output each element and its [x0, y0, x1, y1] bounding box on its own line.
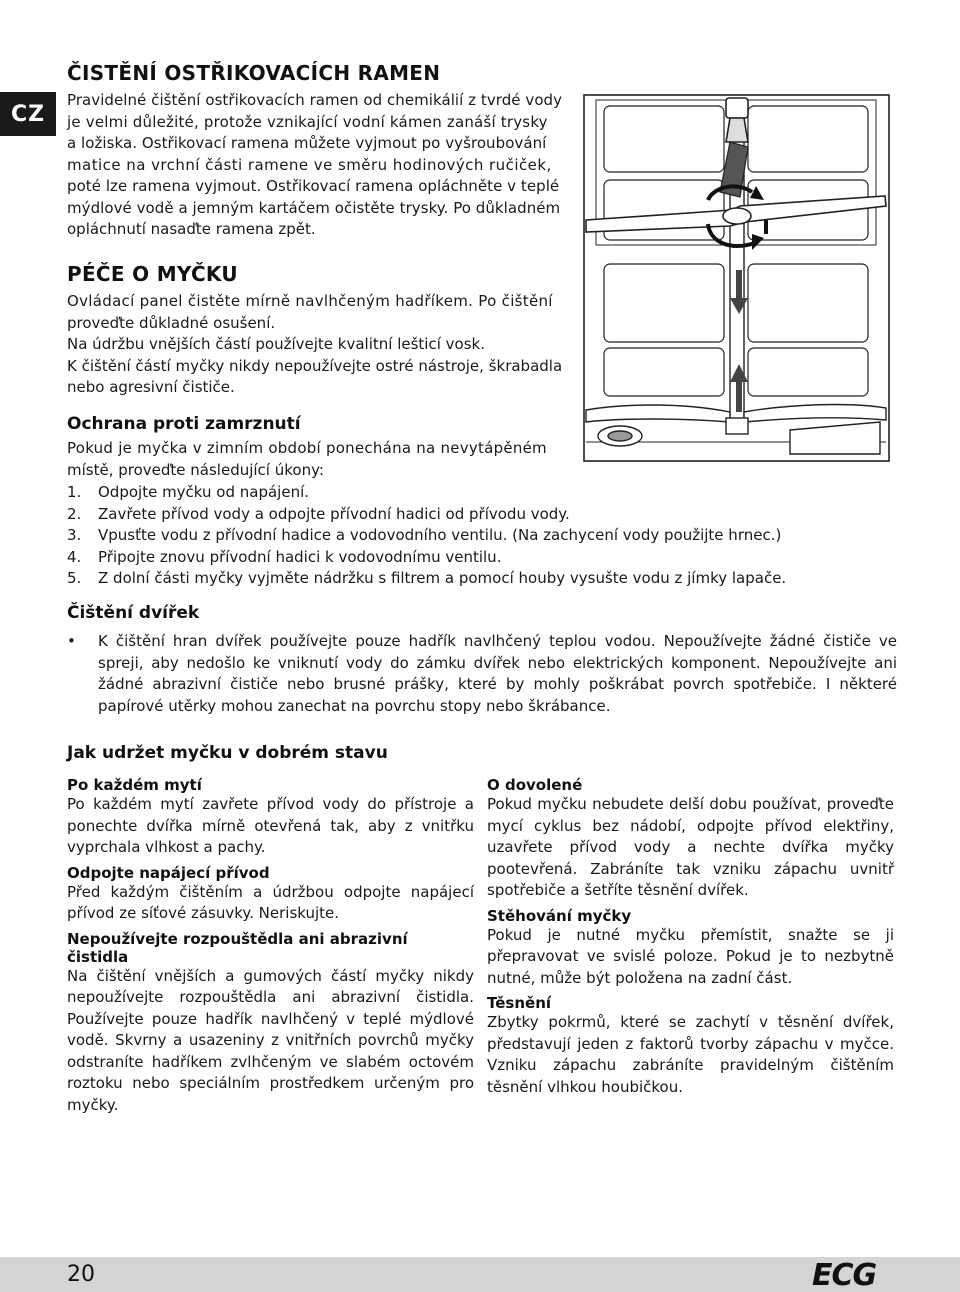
section-title-maintenance: Jak udržet myčku v dobrém stavu [67, 743, 388, 763]
section-care [67, 262, 572, 399]
step-text: Připojte znovu přívodní hadici k vodovodnímu ventilu. [98, 547, 502, 566]
language-tab: CZ [0, 92, 56, 136]
arrow-up-icon [730, 364, 748, 412]
step-number: 4. [67, 547, 82, 566]
text-line: je velmi důležité, protože vznikající vodní kámen zanáší trysky [67, 112, 548, 131]
section-spray-arms-title-wrap [67, 61, 440, 85]
paragraph: Zbytky pokrmů, které se zachytí v těsnění dvířek, představují jeden z faktorů tvorby zápachu v myčce. Vzniku zápachu zabráníte pravidelným čištěním těsnění vlhkou houbičkou. [487, 1013, 894, 1096]
text-line: K čištění částí myčky nikdy nepoužívejte ostré nástroje, škrabadla [67, 356, 563, 375]
list-item [67, 504, 847, 526]
text-line: Pravidelné čištění ostřikovacích ramen od chemikálií z tvrdé vody [67, 91, 563, 109]
list-item [67, 547, 847, 569]
page-number: 20 [67, 1262, 95, 1287]
step-text: Z dolní části myčky vyjměte nádržku s filtrem a pomocí houby vysušte vodu z jímky lapače. [98, 569, 787, 587]
text-line: poté lze ramena vyjmout. Ostřikovací ramena opláchněte v teplé [67, 177, 560, 195]
text-line: místě, proveďte následující úkony: [67, 460, 324, 479]
step-text: Zavřete přívod vody a odpojte přívodní hadici od přívodu vody. [98, 504, 570, 523]
list-item [67, 631, 897, 717]
step-number: 1. [67, 483, 82, 501]
subheading: O dovolené [487, 776, 583, 794]
subheading: Stěhování myčky [487, 906, 632, 925]
paragraph: Před každým čištěním a údržbou odpojte napájecí přívod ze síťové zásuvky. Neriskujte. [67, 882, 474, 922]
door-cleaning-text: K čištění hran dvířek používejte pouze hadřík navlhčený teplou vodou. Nepoužívejte žádné čističe ve spreji, aby nedošlo ke vniknutí vody do zámku dvířek nebo elektrických komponent. Nepoužívejte ani žádné abrazivní čističe nebo brusné prášky, které by mohly poškrábat povrch spotřebiče. I některé papírové utěrky mohou zanechat na povrchu stopy nebo škrábance. [98, 632, 897, 715]
text-line: proveďte důkladné osušení. [67, 313, 276, 332]
step-text: Odpojte myčku od napájení. [98, 483, 310, 501]
text-line: matice na vrchní části ramene ve směru hodinových ručiček, [67, 155, 552, 174]
step-number: 3. [67, 526, 82, 544]
frost-steps-list [67, 482, 847, 590]
section-frost-protection [67, 414, 577, 481]
list-item [67, 568, 847, 590]
spray-arm-illustration [580, 92, 892, 464]
section-title-door: Čištění dvířek [67, 603, 200, 623]
section-title-care: PÉČE O MYČKU [67, 262, 238, 286]
maintenance-right-column [487, 776, 894, 1098]
subheading: Po každém mytí [67, 776, 202, 794]
section-spray-arms-body [67, 90, 572, 241]
step-number: 2. [67, 504, 82, 523]
maintenance-left-column [67, 776, 474, 1116]
text-line: opláchnutí nasaďte ramena zpět. [67, 220, 316, 238]
text-line: Pokud je myčka v zimním období ponechána na nevytápěném [67, 439, 547, 457]
paragraph: Na čištění vnějších a gumových částí myčky nikdy nepoužívejte rozpouštědla ani abrazivní čistidla. Používejte pouze hadřík navlhčený v teplé mýdlové vodě. Skvrny a usazeniny z vnitřních povrchů myčky odstraníte hadříkem zvlhčeným ve slabém octovém roztoku nebo speciálním prostředkem určeným pro myčky. [67, 966, 474, 1114]
paragraph: Po každém mytí zavřete přívod vody do přístroje a ponechte dvířka mírně otevřená tak, aby z vnitřku vyprchala vlhkost a pachy. [67, 795, 474, 856]
step-text: Vpusťte vodu z přívodní hadice a vodovodního ventilu. (Na zachycení vody použijte hrnec.) [98, 526, 782, 544]
text-line: Ovládací panel čistěte mírně navlhčeným hadříkem. Po čištění [67, 292, 553, 310]
text-line: a ložiska. Ostřikovací ramena můžete vyjmout po vyšroubování [67, 134, 547, 152]
brand-logo: ECG [812, 1258, 877, 1292]
section-door-cleaning [67, 603, 897, 717]
text-line: nebo agresivní čističe. [67, 378, 235, 396]
paragraph: Pokud myčku nebudete delší dobu používat, proveďte mycí cyklus bez nádobí, odpojte přívod elektřiny, uzavřete přívod vody a nechte dvířka myčky pootevřená. Zabráníte tak vzniku zápachu uvnitř spotřebiče a šetříte těsnění dvířek. [487, 795, 894, 899]
upper-spray-arm [586, 196, 886, 232]
paragraph: Pokud je nutné myčku přemístit, snažte se ji přepravovat ve svislé poloze. Pokud je to nezbytně nutné, může být položena na zadní část. [487, 925, 894, 987]
subheading: Nepoužívejte rozpouštědla ani abrazivní čistidla [67, 929, 408, 966]
section-title-spray-arms: ČISTĚNÍ OSTŘIKOVACÍCH RAMEN [67, 61, 441, 85]
text-line: mýdlové vodě a jemným kartáčem očistěte trysky. Po důkladném [67, 198, 561, 217]
subheading: Těsnění [487, 994, 552, 1012]
section-title-frost: Ochrana proti zamrznutí [67, 414, 301, 434]
arrow-down-icon [730, 270, 748, 314]
list-item [67, 525, 847, 547]
subheading: Odpojte napájecí přívod [67, 863, 270, 882]
bullet: • [67, 632, 76, 650]
list-item [67, 482, 847, 504]
section-maintenance-title-wrap [67, 743, 388, 763]
step-number: 5. [67, 569, 82, 587]
text-line: Na údržbu vnějších částí používejte kvalitní lešticí vosk. [67, 335, 485, 353]
